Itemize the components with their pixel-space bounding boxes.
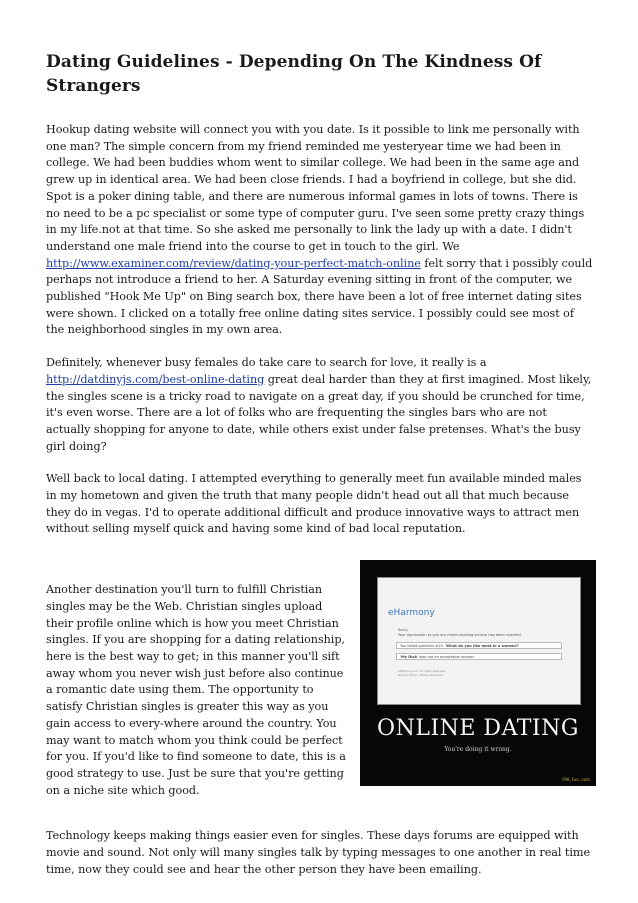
- poster-credit: FAIL Fun .com: [562, 777, 590, 783]
- poster-question-bar: [396, 642, 562, 649]
- poster-footer-1: eHarmony Inc. All rights reserved.: [398, 669, 446, 674]
- paragraph-2: [46, 355, 594, 455]
- paragraph-1: [46, 122, 594, 339]
- paragraph-2-text-cont: great deal harder than they at first imagined. Most likely, the singles scene is a tricky road to navigate on a great day, if you should be crunched for time, it's even worse. There are a lot of folks who are frequenting the singles bars who are not actually shopping for anyone to date, while others exist under false pretenses. What's the busy girl doing?: [46, 372, 592, 453]
- poster-answer: 'My Dick': [400, 655, 419, 660]
- document-page: [46, 50, 594, 894]
- poster-failed: You failed question #14:: [400, 644, 444, 649]
- poster-question: 'What do you like most in a woman?': [445, 644, 520, 649]
- paragraph-1-text: Hookup dating website will connect you with you date. Is it possible to link me personally with one man? The simple concern from my friend reminded me yesteryear time we had been in college. We had been buddies whom went to similar college. We had been in the same age and grew up in identical area. We had been close friends. I had a boyfriend in college, but she did. Spot is a poker dining table, and there are numerous informal games in lots of towns. There is no need to be a pc specialist or some type of computer guru. I've seen some pretty crazy things in my life.not at that time. So she asked me personally to link the lady up with a date. I didn't understand one male friend into the course to get in touch to the girl. We: [46, 123, 585, 253]
- poster-sorry: Sorry.: [398, 628, 409, 633]
- poster-title: ONLINE DATING: [377, 716, 579, 742]
- poster-answer-bar: [396, 653, 562, 660]
- poster-answer-note: was not an acceptable answer.: [418, 655, 475, 660]
- paragraph-4: Another destination you'll turn to fulfill Christian singles may be the Web. Christian singles upload their profile online which is how you meet Christian singles. If you are shopping for a dating relationship, here is the best way to get; in this manner you'll sift away whom you never wish just before also continue a romantic date using them. The opportunity to satisfy Christian singles is greater this way as you gain access to every-where around the country. You may want to match whom you think could be perfect for you. If you'd like to find someone to date, this is a good strategy to use. Just be sure that you're getting on a niche site which good.: [46, 583, 346, 797]
- online-dating-poster-image: [360, 560, 596, 786]
- paragraph-2-text: Definitely, whenever busy females do take care to search for love, it really is a: [46, 356, 487, 370]
- poster-screenshot: [377, 577, 581, 705]
- poster-rejected: Your application to join our match-making service has been rejected.: [398, 633, 522, 638]
- examiner-link[interactable]: http://www.examiner.com/review/dating-your-perfect-match-online: [46, 256, 421, 270]
- paragraph-3: Well back to local dating. I attempted everything to generally meet fun available minded males in my hometown and given the truth that many people didn't head out all that much because they do in vegas. I'd to operate additional difficult and produce innovative ways to attract men without selling myself quick and having some kind of bad local reputation.: [46, 472, 582, 536]
- image-text-block: [46, 560, 594, 797]
- paragraph-5: Technology keeps making things easier even for singles. These days forums are equipped with movie and sound. Not only will many singles talk by typing messages to one another in real time time, now they could see and hear the other person they have been emailing.: [46, 829, 591, 876]
- poster-subtitle: You're doing it wrong.: [444, 746, 512, 754]
- poster-footer-2: Privacy Policy | Terms of Service: [398, 673, 443, 678]
- eharmony-logo: eHarmony: [388, 608, 435, 619]
- page-title: Dating Guidelines - Depending On The Kindness Of Strangers: [46, 52, 542, 96]
- paragraph-1-text-cont: felt sorry that i possibly could perhaps not introduce a friend to her. A Saturday evening sitting in front of the computer, we published "Hook Me Up" on Bing search box, there have been a lot of free internet dating sites were shown. I clicked on a totally free online dating sites service. I possibly could see most of the neighborhood singles in my own area.: [46, 256, 593, 337]
- datdinyjs-link[interactable]: http://datdinyjs.com/best-online-dating: [46, 372, 265, 386]
